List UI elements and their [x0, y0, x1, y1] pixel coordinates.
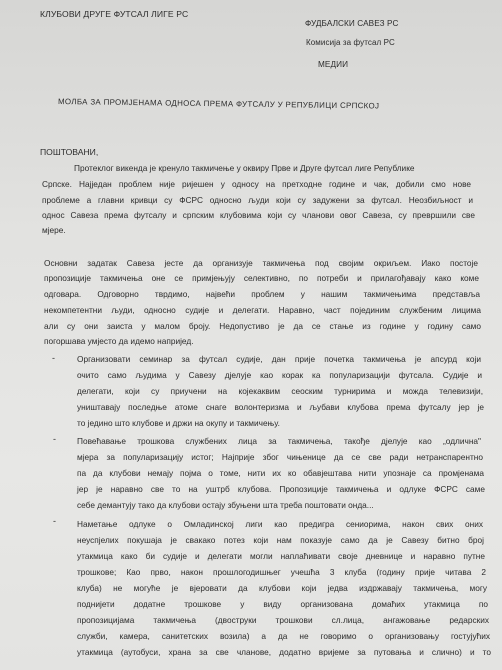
sender-heading: КЛУБОВИ ДРУГЕ ФУТСАЛ ЛИГЕ РС [40, 9, 189, 19]
bullet-line: трошкове; Као прво, након прошлогодишњег учешћа 3 клуба (годину прије читава 2 [77, 567, 486, 577]
paragraph-line: одговара. Одговорно тврдимо, највећи проблем у нашим такмичењима представља [44, 289, 480, 299]
paragraph-line: мјере. [42, 225, 66, 235]
bullet-line: па да клубови немају појма о томе, нити их ко обавјештава нити упознаје са промјенама [77, 468, 484, 478]
bullet-line: служби, камера, санитетских возила) а да не говоримо о организовању гостујућих [77, 631, 490, 641]
bullet-line: делегати, који су приучени на којекаквим сеоским турнирима и можда телевизији, [77, 386, 483, 396]
bullet-line: Повећавање трошкова службених лица за такмичења, такође дјелује као „одлична" [77, 436, 481, 446]
recipient-fsrs: ФУДБАЛСКИ САВЕЗ РС [305, 19, 399, 28]
document-title: МОЛБА ЗА ПРОМЈЕНАМА ОДНОСА ПРЕМА ФУТСАЛУ У РЕПУБЛИЦИ СРПСКОЈ [57, 97, 380, 111]
paragraph-line: Основни задатак Савеза јесте да организује такмичења под својим окриљем. Иако постоје [44, 258, 478, 268]
bullet-line: утакмица како би судије и делегати могли наплаћивати своје дневнице и наравно путне [77, 551, 485, 561]
bullet-line: уништавају последње атоме снаге волонтеризма и љубави клубова према футсалу јер је [77, 402, 484, 412]
paragraph-line: однос Савеза према футсалу и српским клубовима који су чланови овог Савеза, су превршили све [42, 210, 475, 220]
bullet-dash-icon: - [52, 353, 55, 363]
bullet-dash-icon: - [53, 516, 56, 526]
paragraph-line: Протеклог викенда је кренуло такмичење у оквиру Прве и Друге футсал лиге Републике [74, 163, 415, 173]
bullet-line: очито само људима у Савезу дјелује као корак ка популаризацији футсала. Судије и [77, 370, 482, 380]
bullet-line: Организовати семинар за футсал судије, дан прије почетка такмичења је апсурд који [77, 354, 481, 364]
recipient-media: МЕДИИ [318, 60, 349, 69]
bullet-line: клуба) не могуће је вјеровати да клубови који једва издржавају такмичења, могу [77, 583, 487, 593]
bullet-line: неуспјелих покушаја је свакако потез који нам показује само да је Савезу битно број [77, 535, 484, 545]
paragraph-line: Српске. Најједан проблем није ријешен у односу на претходне године и чак, добили смо нове [42, 179, 471, 189]
bullet-line: Наметање одлуке о Омладинској лиги као предигра сениорима, након свих оних [77, 519, 483, 529]
paragraph-line: али су они заиста у малом броју. Недопустиво је да се стање из године у годину само [44, 321, 481, 331]
bullet-dash-icon: - [53, 434, 56, 444]
recipient-futsal-commission: Комисија за футсал РС [306, 38, 395, 47]
paragraph-line: проблеме а главни кривци су ФСРС односно људи који су задужени за футсал. Неозбиљност и [42, 195, 473, 205]
bullet-line: себе демантују тако да клубови остају збуњени шта треба поштовати онда... [77, 500, 374, 510]
bullet-line: пропозицијама такмичења (двоструки трошкови сл.лица, ангажовање редарских [77, 615, 489, 625]
bullet-line: јер је наравно све то на уштрб клубова. Пропозиције такмичења и одлуке ФСРС саме [77, 484, 485, 494]
bullet-line: мјера за популаризацију истог; Најприје због чињенице да се све ради нетранспарентно [77, 452, 483, 462]
bullet-line: поднијети додатне трошкове у виду организована домаћих утакмица по [77, 599, 488, 609]
paragraph-line: погоршава умјесто да идемо напријед. [44, 336, 194, 346]
paragraph-line: пропозиције такмичења оне се примјењују селективно, по потреби и прилагођавају како коме [44, 273, 479, 283]
paragraph-line: некомпетентни људи, односно судије и делегати. Наравно, част појединим службеним лицима [44, 305, 481, 315]
salutation: ПОШТОВАНИ, [40, 147, 99, 157]
bullet-line: то једино што клубове и држи на окупу и такмичењу. [77, 418, 280, 428]
bullet-line: утакмица (аутобуси, храна за све чланове, додатно вријеме за путовања и слично) и то [77, 647, 491, 657]
